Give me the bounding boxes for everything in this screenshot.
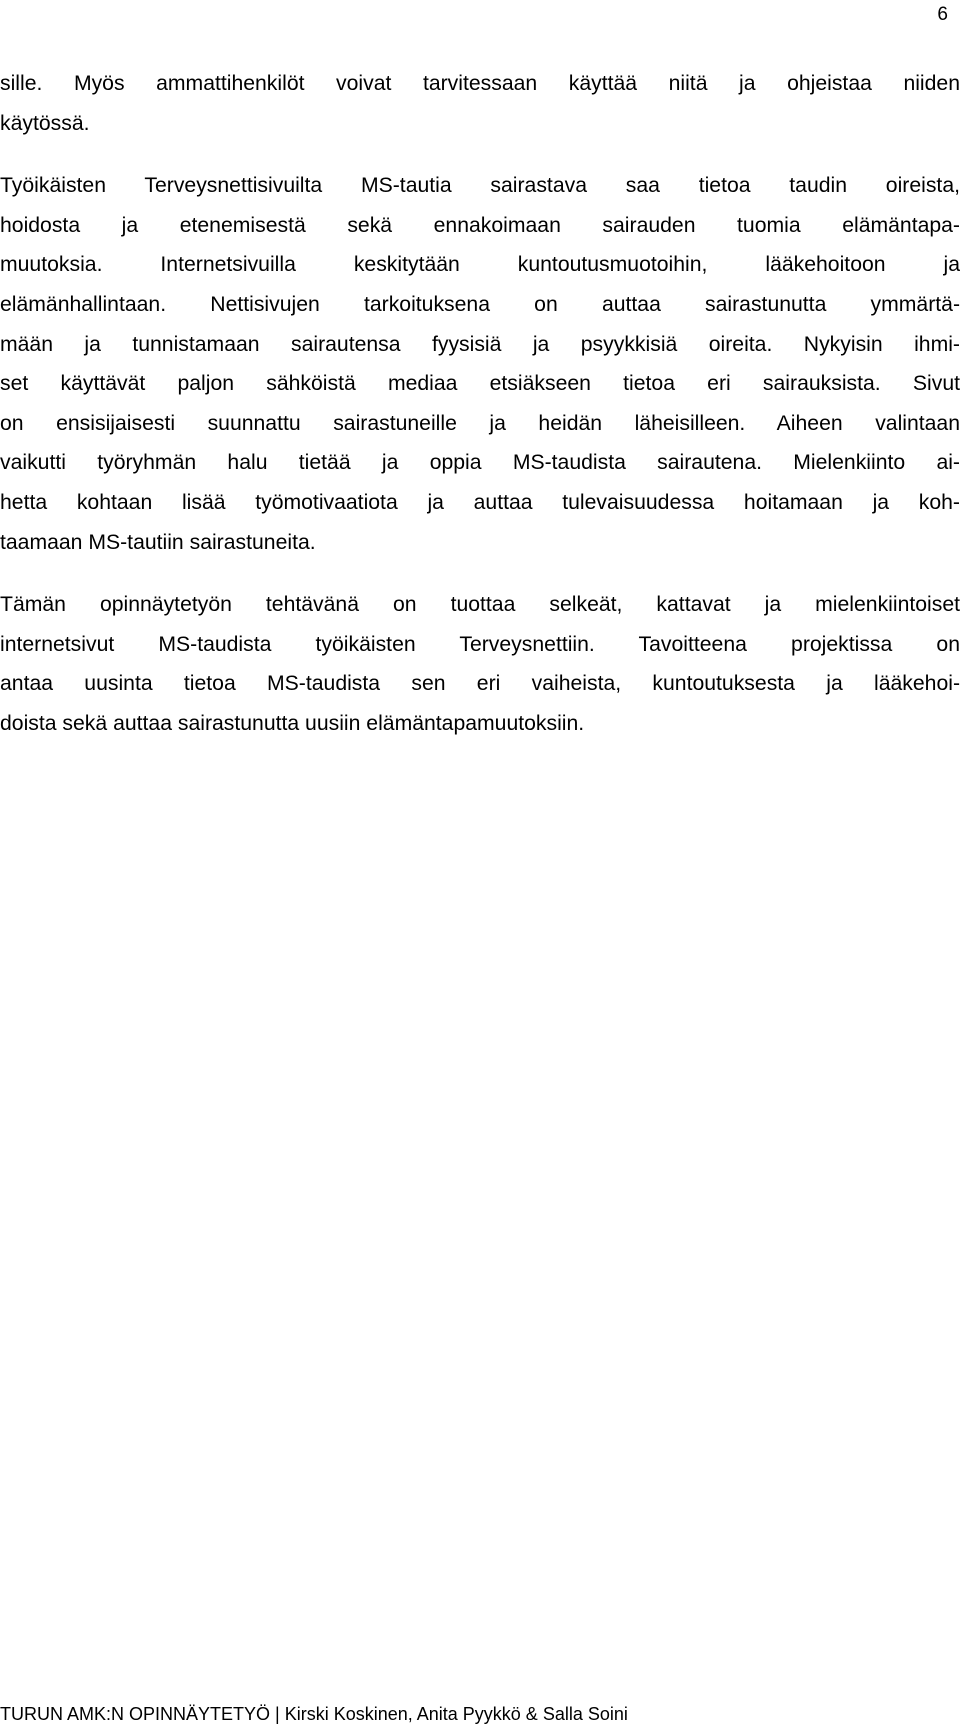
page-footer: TURUN AMK:N OPINNÄYTETYÖ | Kirski Koskinen, Anita Pyykkö & Salla Soini xyxy=(0,1704,628,1724)
text-line: Työikäisten Terveysnettisivuilta MS-tautia sairastava saa tietoa taudin oireista, xyxy=(0,174,960,198)
text-line: antaa uusinta tietoa MS-taudista sen eri vaiheista, kuntoutuksesta ja lääkehoi- xyxy=(0,672,960,696)
body-text xyxy=(0,64,960,744)
text-line: internetsivut MS-taudista työikäisten Terveysnettiin. Tavoitteena projektissa on xyxy=(0,632,960,656)
text-line: käytössä. xyxy=(0,111,90,135)
text-line: set käyttävät paljon sähköistä mediaa etsiäkseen tietoa eri sairauksista. Sivut xyxy=(0,372,960,396)
paragraph-2 xyxy=(0,166,960,562)
text-line: doista sekä auttaa sairastunutta uusiin elämäntapamuutoksiin. xyxy=(0,711,585,735)
text-line: elämänhallintaan. Nettisivujen tarkoituksena on auttaa sairastunutta ymmärtä- xyxy=(0,292,960,316)
text-line: hoidosta ja etenemisestä sekä ennakoimaan sairauden tuomia elämäntapa- xyxy=(0,213,960,237)
text-line: muutoksia. Internetsivuilla keskitytään kuntoutusmuotoihin, lääkehoitoon ja xyxy=(0,253,960,277)
text-line: Tämän opinnäytetyön tehtävänä on tuottaa selkeät, kattavat ja mielenkiintoiset xyxy=(0,593,960,617)
paragraph-1 xyxy=(0,64,960,143)
page-number: 6 xyxy=(937,4,948,25)
text-line: on ensisijaisesti suunnattu sairastuneille ja heidän läheisilleen. Aiheen valintaan xyxy=(0,411,960,435)
text-line: vaikutti työryhmän halu tietää ja oppia MS-taudista sairautena. Mielenkiinto ai- xyxy=(0,451,960,475)
text-line: mään ja tunnistamaan sairautensa fyysisiä ja psyykkisiä oireita. Nykyisin ihmi- xyxy=(0,332,960,356)
text-line: sille. Myös ammattihenkilöt voivat tarvitessaan käyttää niitä ja ohjeistaa niiden xyxy=(0,72,960,95)
text-line: hetta kohtaan lisää työmotivaatiota ja auttaa tulevaisuudessa hoitamaan ja koh- xyxy=(0,490,960,514)
paragraph-3 xyxy=(0,585,960,743)
text-line: taamaan MS-tautiin sairastuneita. xyxy=(0,530,316,554)
